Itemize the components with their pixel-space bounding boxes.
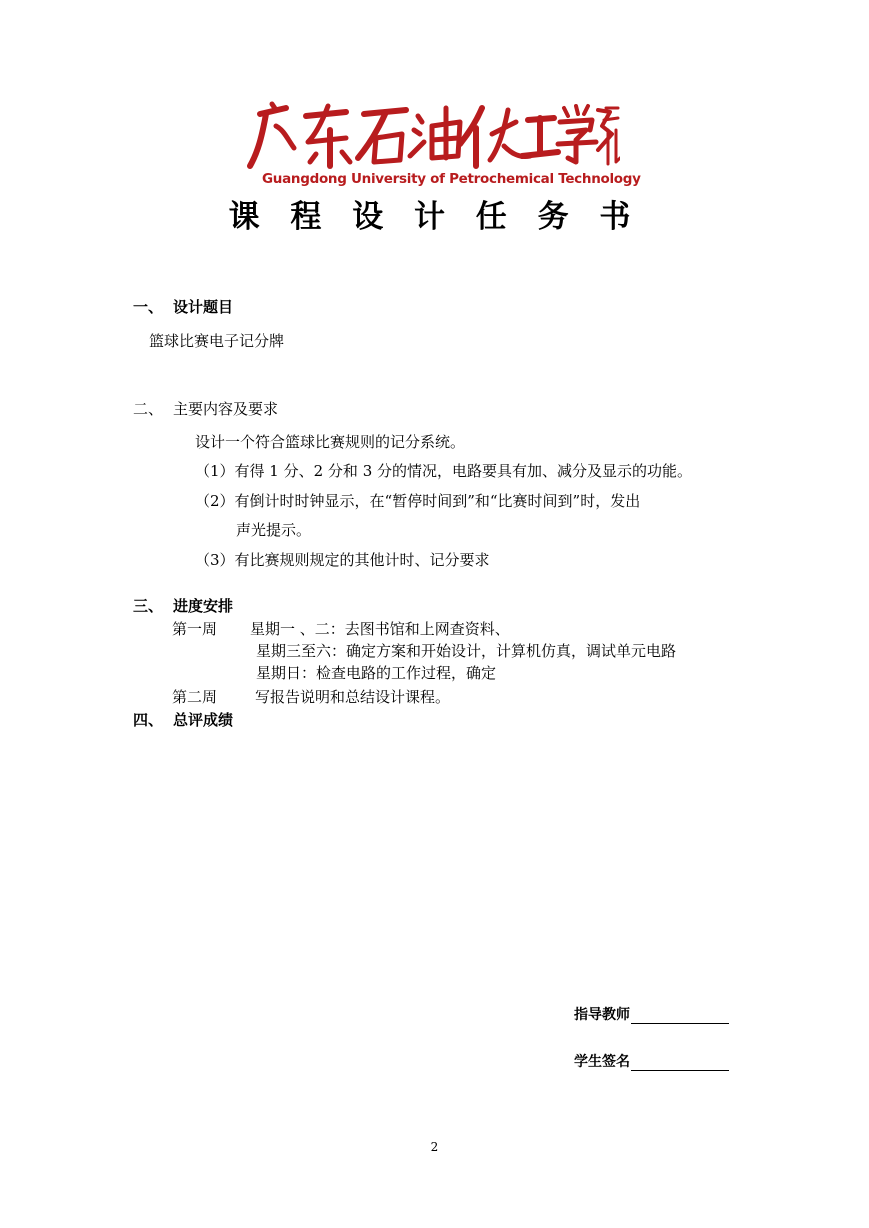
schedule-week-1-line-2: 星期三至六：确定方案和开始设计，计算机仿真，调试单元电路: [256, 642, 677, 660]
schedule-week-1-label: 第一周: [172, 620, 218, 638]
teacher-signature-line: [631, 1008, 729, 1024]
section-2-heading: [133, 398, 278, 419]
section-4-heading: [133, 709, 233, 730]
section-1-heading: [133, 296, 233, 317]
requirement-item-2-continued: 声光提示。: [236, 521, 312, 539]
schedule-week-1-line-1: 星期一 、二：去图书馆和上网查资料、: [250, 620, 510, 638]
student-signature-line: [631, 1055, 729, 1071]
document-title: 课 程 设 计 任 务 书: [228, 199, 641, 235]
teacher-signature-field: [574, 1004, 729, 1024]
requirement-item-2: （2）有倒计时时钟显示，在“暂停时间到”和“比赛时间到”时，发出: [195, 492, 641, 510]
section-2-title: 主要内容及要求: [173, 400, 279, 418]
student-signature-field: [574, 1051, 729, 1071]
schedule-week-2-line-1: 写报告说明和总结设计课程。: [255, 688, 451, 706]
teacher-signature-label: 指导教师: [574, 1007, 630, 1023]
student-signature-label: 学生签名: [574, 1054, 630, 1070]
schedule-week-1-line-3: 星期日：检查电路的工作过程，确定: [256, 664, 497, 682]
design-topic: 篮球比赛电子记分牌: [149, 332, 285, 350]
requirement-item-3: （3）有比赛规则规定的其他计时、记分要求: [195, 551, 490, 569]
section-2-number: 二、: [133, 400, 164, 418]
university-logo-english: Guangdong University of Petrochemical Technology: [262, 171, 641, 187]
section-1-number: 一、: [133, 298, 164, 316]
section-3-heading: [133, 595, 233, 616]
section-1-title: 设计题目: [173, 298, 234, 316]
schedule-week-2-label: 第二周: [172, 688, 218, 706]
university-logo-calligraphy: [246, 100, 620, 172]
requirements-intro: 设计一个符合篮球比赛规则的记分系统。: [195, 433, 466, 451]
requirement-item-1: （1）有得 1 分、2 分和 3 分的情况，电路要具有加、减分及显示的功能。: [195, 462, 693, 480]
section-3-number: 三、: [133, 597, 164, 615]
section-4-title: 总评成绩: [173, 711, 234, 729]
page-number: 2: [430, 1140, 439, 1154]
section-4-number: 四、: [133, 711, 164, 729]
section-3-title: 进度安排: [173, 597, 234, 615]
